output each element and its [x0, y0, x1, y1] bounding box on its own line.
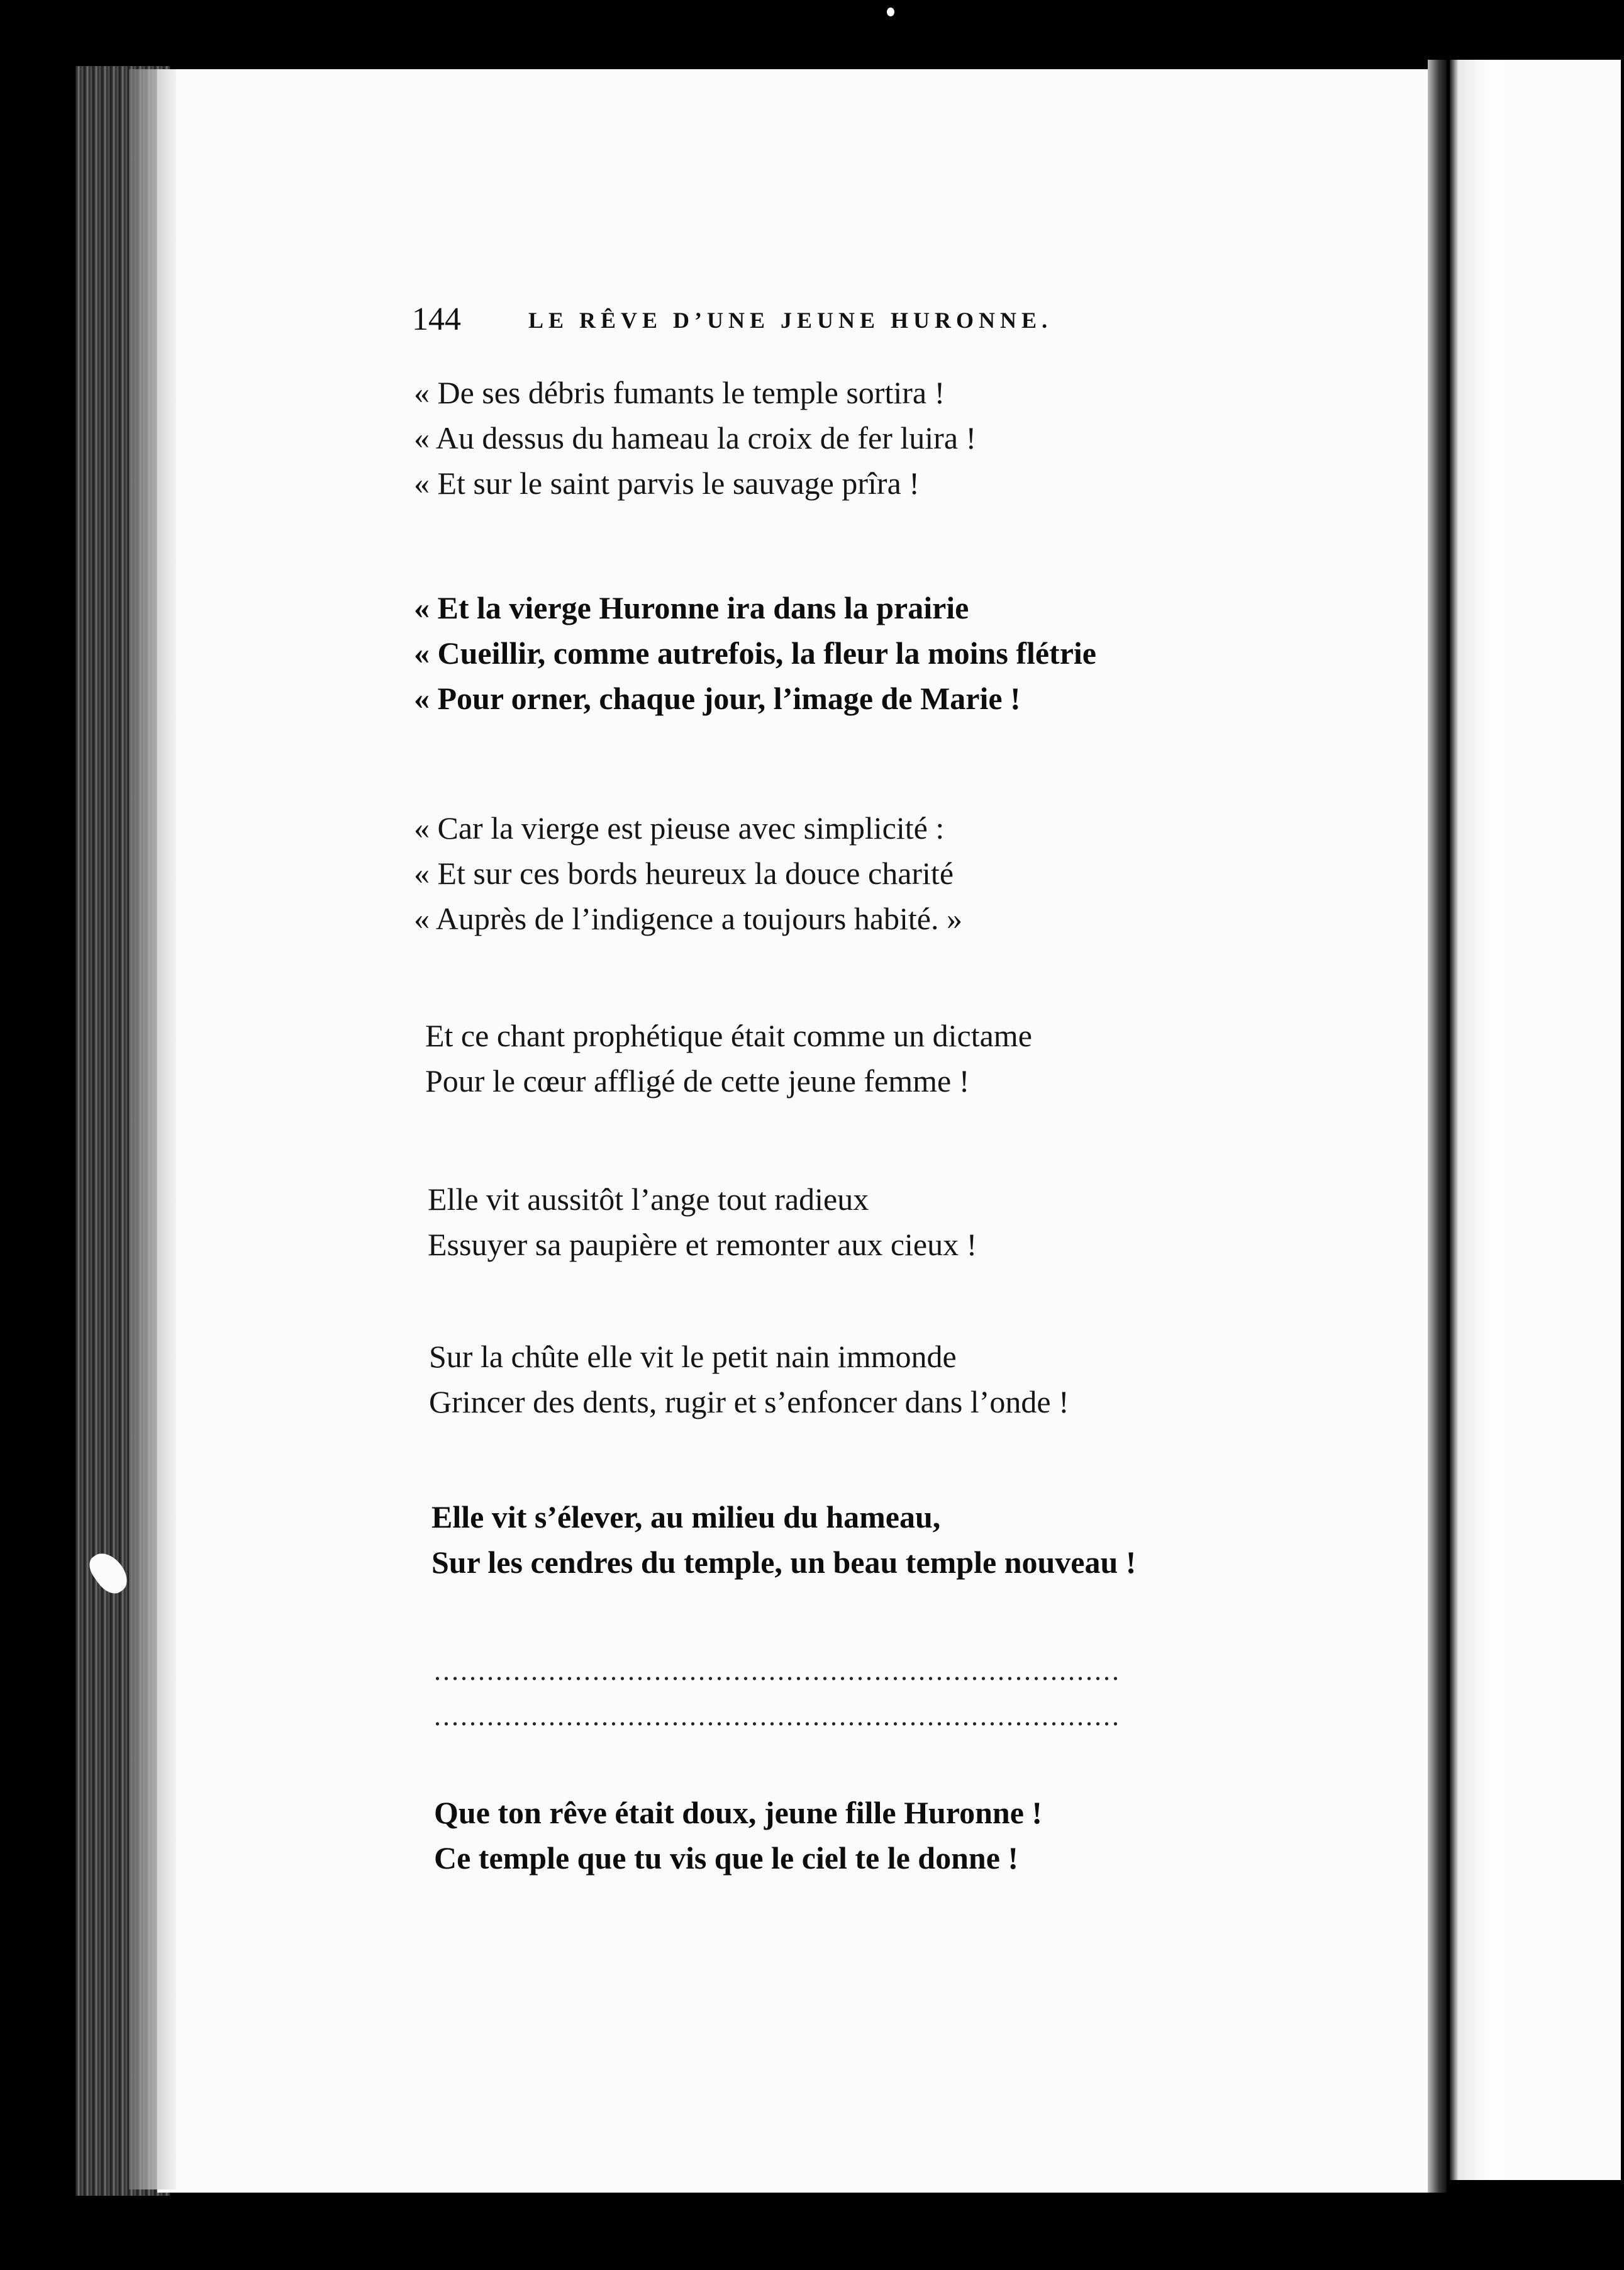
verse-line: « Cueillir, comme autrefois, la fleur la moins flétrie — [414, 635, 1096, 671]
ellipsis-lines — [434, 1648, 1214, 1739]
scan-speck — [887, 8, 894, 16]
facing-page — [1450, 60, 1621, 2180]
verse-line: Elle vit s’élever, au milieu du hameau, — [431, 1499, 941, 1535]
page-edge-shadow — [129, 69, 176, 2189]
stanza-2 — [414, 585, 1096, 721]
verse-line: Ce temple que tu vis que le ciel te le donne ! — [434, 1840, 1019, 1876]
verse-line: Sur les cendres du temple, un beau temple nouveau ! — [431, 1545, 1137, 1580]
verse-line: « Au dessus du hameau la croix de fer luira ! — [414, 420, 977, 456]
verse-line: Que ton rêve était doux, jeune fille Huronne ! — [434, 1795, 1043, 1830]
verse-line: Essuyer sa paupière et remonter aux cieux ! — [428, 1227, 977, 1262]
stanza-6 — [429, 1334, 1069, 1424]
verse-line: « Car la vierge est pieuse avec simplicité : — [414, 810, 945, 846]
running-title: LE RÊVE D’UNE JEUNE HURONNE. — [528, 308, 1053, 333]
book-gutter — [1428, 60, 1447, 2193]
verse-line: Et ce chant prophétique était comme un dictame — [425, 1018, 1032, 1053]
verse-line: « Pour orner, chaque jour, l’image de Marie ! — [414, 681, 1021, 716]
verse-line: « De ses débris fumants le temple sortira ! — [414, 375, 945, 410]
verse-line: « Et la vierge Huronne ira dans la prairie — [414, 590, 969, 625]
stanza-4 — [425, 1013, 1032, 1104]
verse-line: Grincer des dents, rugir et s’enfoncer dans l’onde ! — [429, 1384, 1069, 1419]
verse-line: Sur la chûte elle vit le petit nain immonde — [429, 1339, 957, 1374]
verse-line: Pour le cœur affligé de cette jeune femme ! — [425, 1063, 970, 1099]
stanza-1 — [414, 370, 976, 506]
stanza-7 — [431, 1494, 1136, 1585]
running-head — [412, 301, 1151, 338]
verse-line: « Et sur le saint parvis le sauvage prîra ! — [414, 466, 920, 501]
stanza-3 — [414, 805, 962, 941]
verse-line: « Auprès de l’indigence a toujours habité. » — [414, 901, 962, 936]
dotted-line: .............................................................................. — [434, 1655, 1121, 1686]
verse-line: Elle vit aussitôt l’ange tout radieux — [428, 1182, 869, 1217]
page-number: 144 — [412, 301, 461, 337]
stanza-5 — [428, 1177, 977, 1267]
dotted-line: .............................................................................. — [434, 1701, 1121, 1731]
verse-line: « Et sur ces bords heureux la douce charité — [414, 856, 954, 891]
stanza-final — [434, 1790, 1042, 1881]
